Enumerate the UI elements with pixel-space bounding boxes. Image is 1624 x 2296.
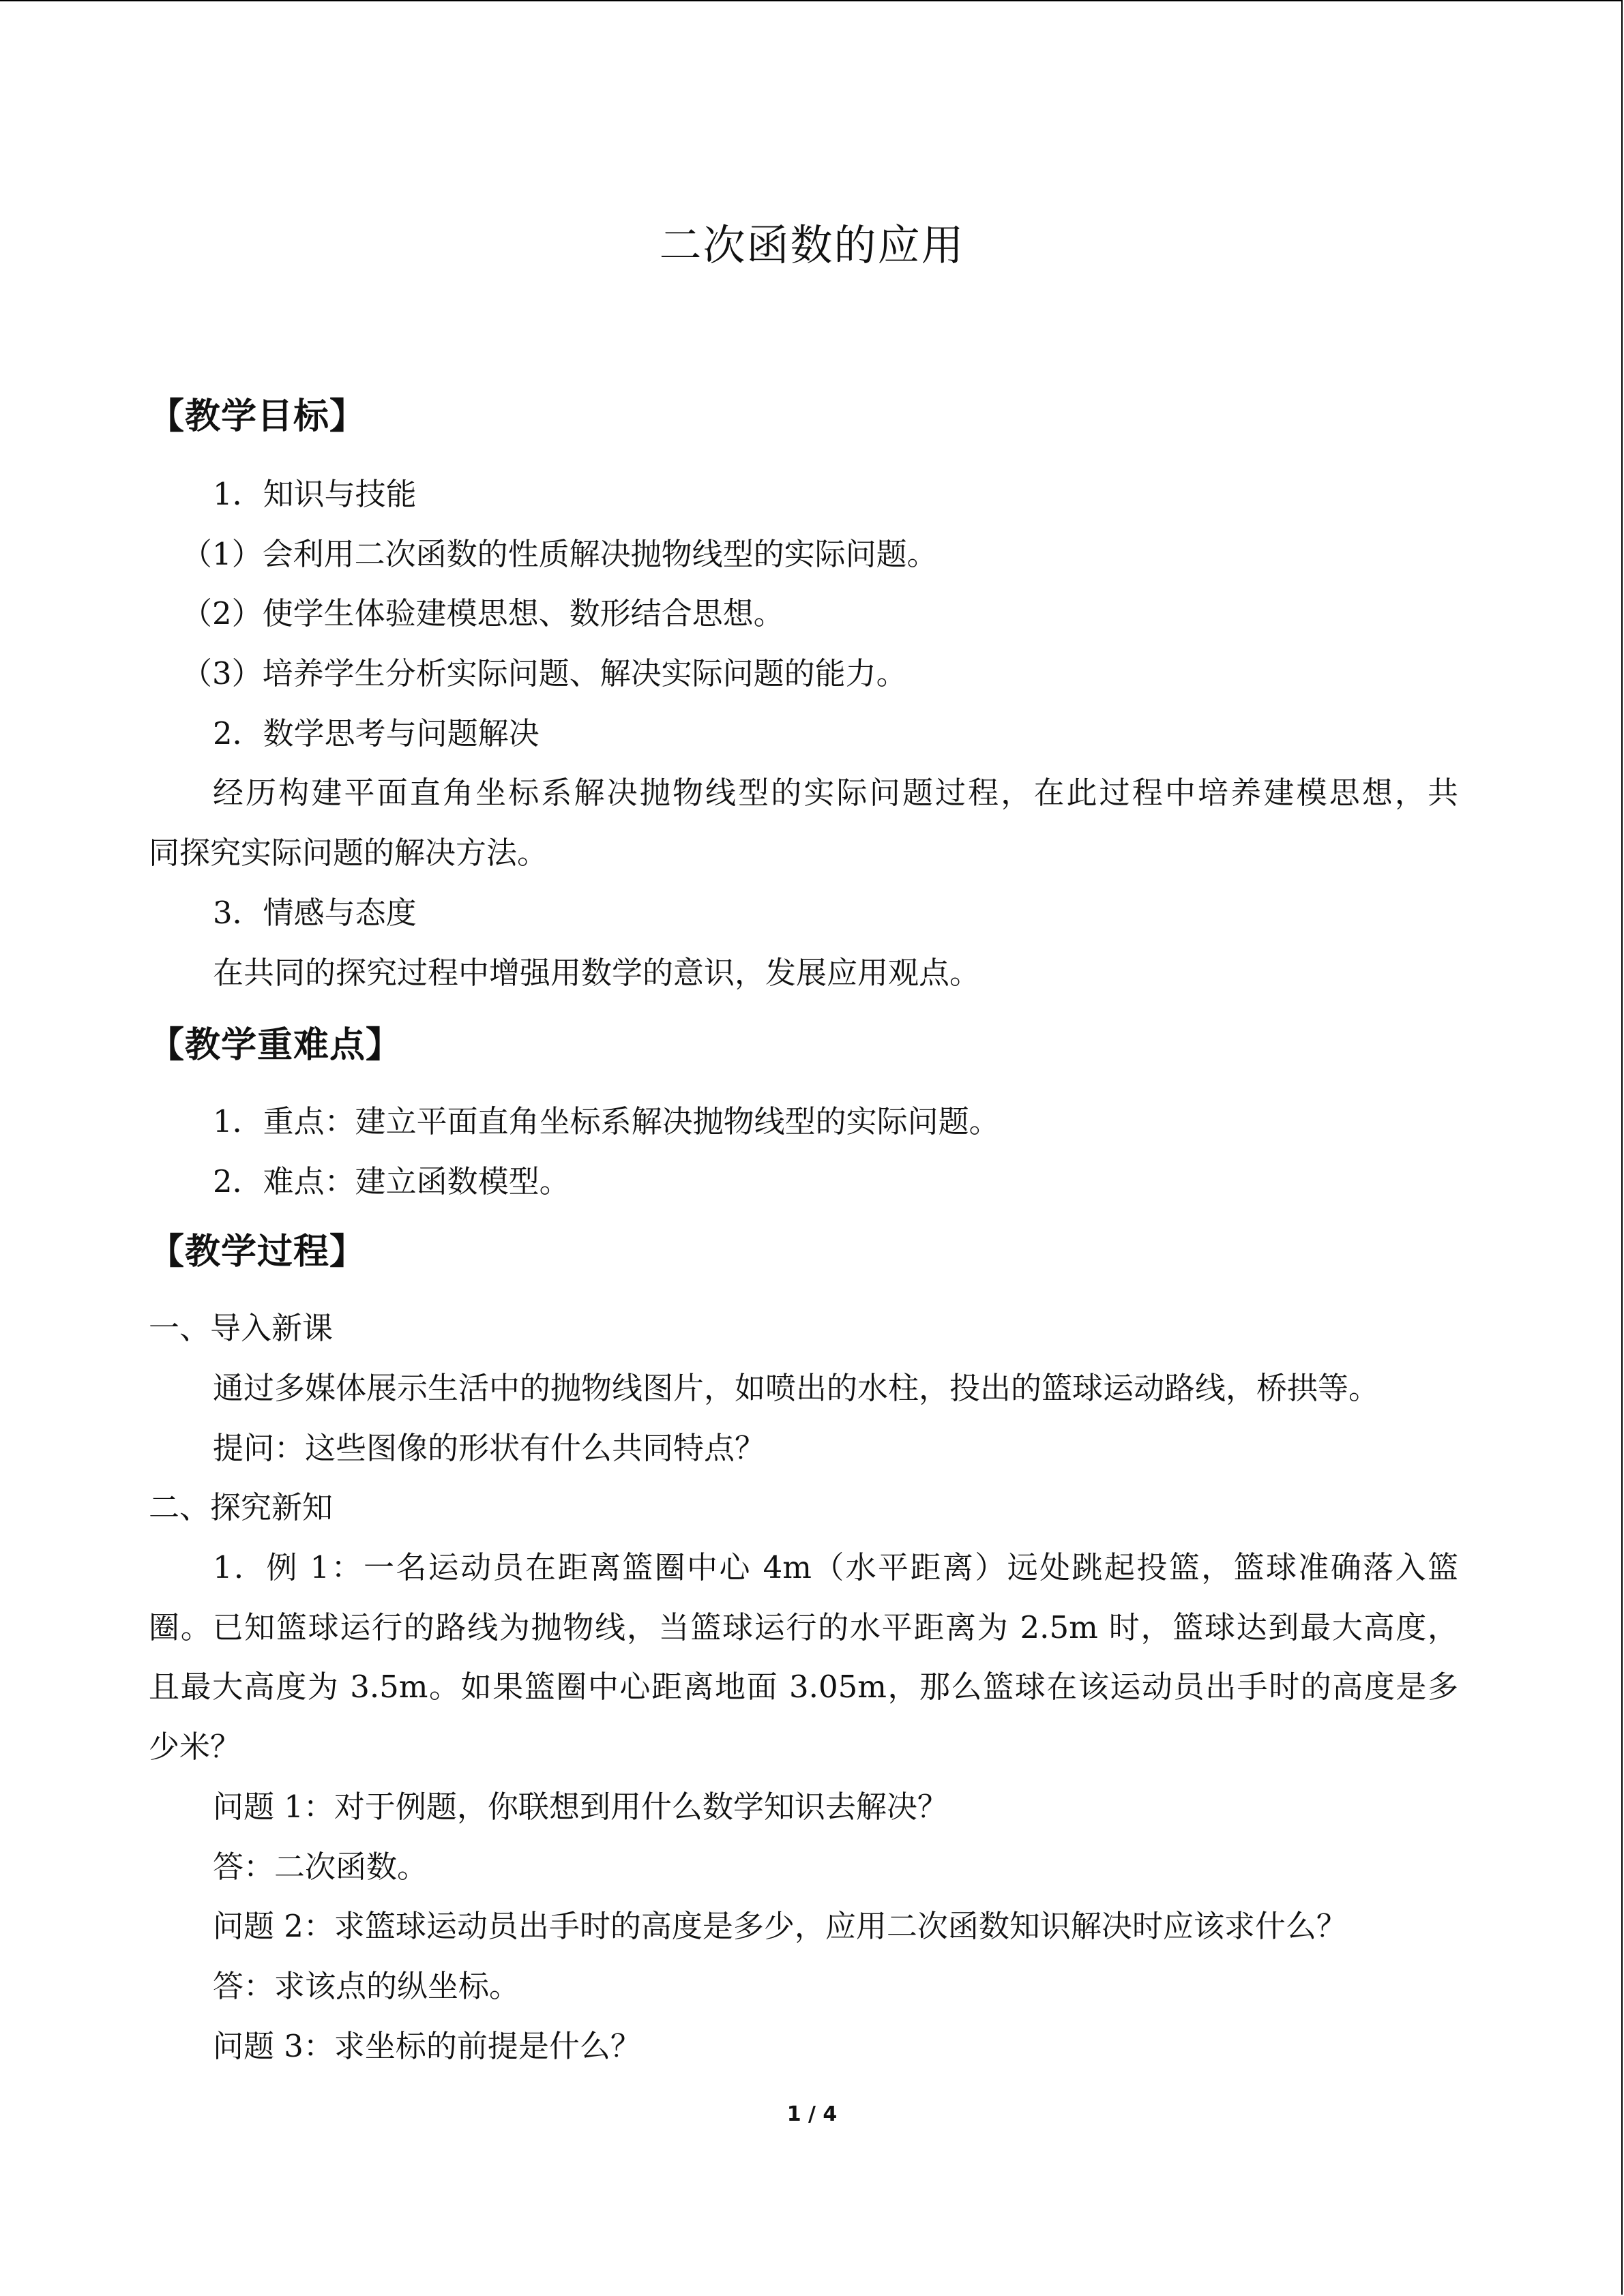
answer-line: 答：求该点的纵坐标。 bbox=[213, 1968, 520, 2004]
example-paragraph-line: 圈。已知篮球运行的路线为抛物线，当篮球运行的水平距离为 2.5m 时，篮球达到最大高度， bbox=[149, 1609, 1458, 1645]
section-heading-objectives: 【教学目标】 bbox=[149, 396, 366, 437]
example-paragraph-line: 且最大高度为 3.5m。如果篮圈中心距离地面 3.05m，那么篮球在该运动员出手时的高度是多 bbox=[149, 1669, 1458, 1705]
key-point-item: 1．重点：建立平面直角坐标系解决抛物线型的实际问题。 bbox=[213, 1103, 1000, 1139]
objective-item: 1．知识与技能 bbox=[213, 476, 417, 512]
section-heading-key-points: 【教学重难点】 bbox=[149, 1025, 402, 1066]
document-title: 二次函数的应用 bbox=[659, 220, 965, 270]
process-paragraph: 通过多媒体展示生活中的抛物线图片，如喷出的水柱，投出的篮球运动路线，桥拱等。 bbox=[213, 1370, 1380, 1406]
objective-item: （1）会利用二次函数的性质解决抛物线型的实际问题。 bbox=[181, 536, 938, 572]
key-point-item: 2．难点：建立函数模型。 bbox=[213, 1163, 570, 1199]
objective-item: 3．情感与态度 bbox=[213, 895, 417, 931]
section-heading-process: 【教学过程】 bbox=[149, 1232, 366, 1272]
page-number: 1 / 4 bbox=[786, 2102, 838, 2126]
question-line: 问题 3：求坐标的前提是什么？ bbox=[213, 2028, 641, 2064]
answer-line: 答：二次函数。 bbox=[213, 1849, 428, 1885]
example-paragraph-line: 少米？ bbox=[149, 1729, 241, 1765]
objective-item: 在共同的探究过程中增强用数学的意识，发展应用观点。 bbox=[213, 955, 981, 991]
objective-paragraph-line: 经历构建平面直角坐标系解决抛物线型的实际问题过程，在此过程中培养建模思想，共 bbox=[213, 775, 1458, 811]
example-paragraph-line: 1．例 1：一名运动员在距离篮圈中心 4m（水平距离）远处跳起投篮，篮球准确落入篮 bbox=[213, 1549, 1458, 1585]
question-line: 问题 2：求篮球运动员出手时的高度是多少，应用二次函数知识解决时应该求什么？ bbox=[213, 1908, 1347, 1944]
objective-item: 2．数学思考与问题解决 bbox=[213, 715, 540, 751]
process-paragraph: 提问：这些图像的形状有什么共同特点？ bbox=[213, 1430, 766, 1466]
question-line: 问题 1：对于例题，你联想到用什么数学知识去解决？ bbox=[213, 1789, 948, 1825]
objective-paragraph-line: 同探究实际问题的解决方法。 bbox=[149, 835, 548, 871]
process-subheading: 二、探究新知 bbox=[149, 1489, 334, 1525]
objective-item: （3）培养学生分析实际问题、解决实际问题的能力。 bbox=[181, 655, 907, 691]
process-subheading: 一、导入新课 bbox=[149, 1310, 334, 1346]
objective-item: （2）使学生体验建模思想、数形结合思想。 bbox=[181, 595, 784, 631]
